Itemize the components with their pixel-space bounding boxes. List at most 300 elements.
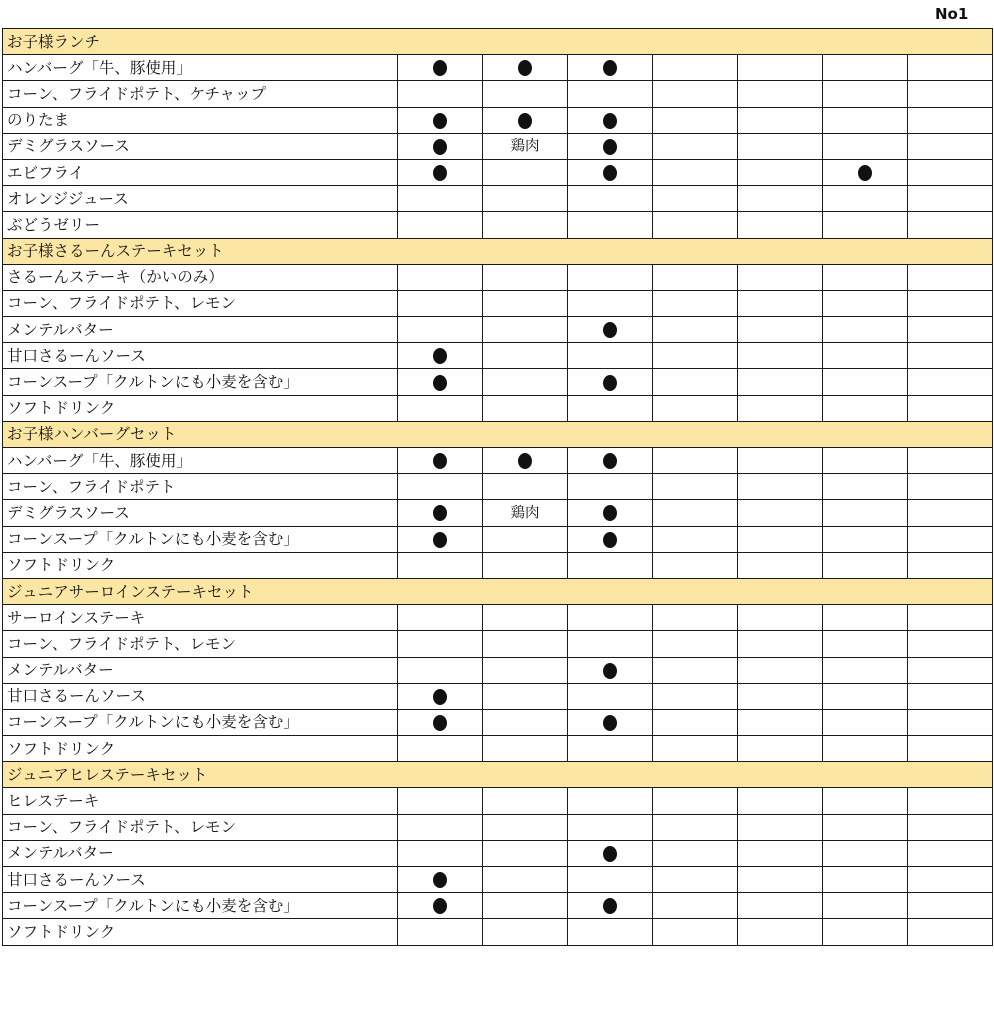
allergen-cell [653, 500, 738, 526]
table-row [3, 919, 993, 945]
menu-item-name: ぶどうゼリー [3, 212, 398, 238]
allergen-cell [738, 133, 823, 159]
allergen-cell [568, 893, 653, 919]
allergen-cell [908, 212, 993, 238]
allergen-cell [398, 264, 483, 290]
allergen-cell [398, 395, 483, 421]
table-row [3, 395, 993, 421]
allergen-cell [823, 212, 908, 238]
allergen-cell [653, 631, 738, 657]
allergen-cell [398, 107, 483, 133]
allergen-cell [823, 893, 908, 919]
section-title: ジュニアヒレステーキセット [3, 762, 993, 788]
allergen-cell [908, 290, 993, 316]
table-row [3, 788, 993, 814]
allergen-cell [483, 81, 568, 107]
allergen-cell [483, 317, 568, 343]
filled-circle-mark [603, 322, 617, 338]
allergen-cell [398, 448, 483, 474]
allergen-cell [483, 526, 568, 552]
allergen-cell [908, 657, 993, 683]
allergen-cell [483, 736, 568, 762]
menu-item-name: コーンスープ「クルトンにも小麦を含む」 [3, 709, 398, 735]
menu-item-name: ハンバーグ「牛、豚使用」 [3, 448, 398, 474]
allergen-cell [908, 814, 993, 840]
allergen-cell [908, 631, 993, 657]
allergen-cell [568, 657, 653, 683]
allergen-cell [823, 448, 908, 474]
filled-circle-mark [518, 453, 532, 469]
allergen-cell [398, 159, 483, 185]
allergen-cell [568, 919, 653, 945]
allergen-cell [738, 605, 823, 631]
allergen-cell [908, 919, 993, 945]
allergen-cell [738, 317, 823, 343]
allergen-cell [653, 605, 738, 631]
allergen-cell [568, 500, 653, 526]
allergen-cell [483, 55, 568, 81]
section-header-row [3, 421, 993, 447]
allergen-cell [398, 81, 483, 107]
allergen-cell [653, 317, 738, 343]
filled-circle-mark [603, 375, 617, 391]
filled-circle-mark [603, 898, 617, 914]
allergen-cell [653, 369, 738, 395]
allergen-cell [398, 605, 483, 631]
allergen-cell [483, 395, 568, 421]
table-row [3, 369, 993, 395]
allergen-cell [568, 788, 653, 814]
allergen-cell [738, 788, 823, 814]
table-row [3, 657, 993, 683]
filled-circle-mark [603, 60, 617, 76]
menu-item-name: コーンスープ「クルトンにも小麦を含む」 [3, 893, 398, 919]
filled-circle-mark [433, 60, 447, 76]
allergen-cell [653, 343, 738, 369]
allergen-cell [908, 317, 993, 343]
allergen-cell [398, 893, 483, 919]
allergen-cell [823, 919, 908, 945]
allergen-cell [738, 840, 823, 866]
menu-item-name: デミグラスソース [3, 500, 398, 526]
menu-item-name: メンテルバター [3, 317, 398, 343]
allergen-cell [908, 159, 993, 185]
allergen-cell [483, 605, 568, 631]
allergen-cell [483, 107, 568, 133]
menu-item-name: ヒレステーキ [3, 788, 398, 814]
allergen-cell [823, 343, 908, 369]
allergen-cell [398, 840, 483, 866]
allergen-cell [653, 814, 738, 840]
menu-item-name: コーン、フライドポテト [3, 474, 398, 500]
filled-circle-mark [603, 715, 617, 731]
menu-item-name: コーンスープ「クルトンにも小麦を含む」 [3, 526, 398, 552]
section-title: お子様ハンバーグセット [3, 421, 993, 447]
allergen-cell [738, 343, 823, 369]
allergen-cell [483, 186, 568, 212]
allergen-cell [738, 264, 823, 290]
allergen-cell [483, 133, 568, 159]
table-row [3, 500, 993, 526]
allergen-cell [908, 369, 993, 395]
allergen-cell [653, 657, 738, 683]
allergen-cell [398, 683, 483, 709]
allergen-cell [908, 448, 993, 474]
allergen-cell [483, 788, 568, 814]
table-row [3, 605, 993, 631]
allergen-cell [398, 788, 483, 814]
allergen-cell [483, 709, 568, 735]
allergen-cell [568, 186, 653, 212]
allergen-cell [908, 343, 993, 369]
menu-item-name: さるーんステーキ（かいのみ） [3, 264, 398, 290]
allergen-cell [653, 186, 738, 212]
allergen-cell [653, 107, 738, 133]
allergen-cell [653, 81, 738, 107]
allergen-cell [653, 552, 738, 578]
allergen-cell [568, 159, 653, 185]
allergen-cell [568, 552, 653, 578]
allergen-cell [823, 709, 908, 735]
allergen-cell [823, 552, 908, 578]
section-title: お子様さるーんステーキセット [3, 238, 993, 264]
filled-circle-mark [603, 139, 617, 155]
allergen-cell [823, 840, 908, 866]
allergen-cell [738, 448, 823, 474]
menu-item-name: ソフトドリンク [3, 395, 398, 421]
allergen-cell [568, 814, 653, 840]
allergen-cell [398, 552, 483, 578]
section-header-row [3, 578, 993, 604]
allergen-cell [398, 133, 483, 159]
table-row [3, 526, 993, 552]
allergen-cell [823, 317, 908, 343]
allergen-cell [738, 867, 823, 893]
allergen-cell [398, 317, 483, 343]
allergen-cell [738, 500, 823, 526]
allergen-cell [823, 159, 908, 185]
allergen-cell [483, 657, 568, 683]
allergen-cell [823, 500, 908, 526]
allergen-cell [738, 919, 823, 945]
menu-item-name: 甘口さるーんソース [3, 683, 398, 709]
allergen-cell [398, 814, 483, 840]
allergen-cell [653, 395, 738, 421]
allergen-cell [653, 264, 738, 290]
allergen-cell [398, 657, 483, 683]
allergen-table [2, 28, 993, 946]
table-row [3, 448, 993, 474]
allergen-cell [483, 552, 568, 578]
table-row [3, 264, 993, 290]
section-header-row [3, 238, 993, 264]
allergen-cell [483, 840, 568, 866]
allergen-cell [823, 133, 908, 159]
allergen-cell [653, 133, 738, 159]
allergen-cell [823, 736, 908, 762]
allergen-cell [568, 343, 653, 369]
allergen-cell [568, 474, 653, 500]
allergen-cell [738, 159, 823, 185]
menu-item-name: コーン、フライドポテト、レモン [3, 290, 398, 316]
menu-item-name: ハンバーグ「牛、豚使用」 [3, 55, 398, 81]
allergen-cell [738, 369, 823, 395]
allergen-cell [823, 395, 908, 421]
allergen-cell [908, 500, 993, 526]
menu-item-name: オレンジジュース [3, 186, 398, 212]
allergen-cell [398, 526, 483, 552]
menu-item-name: のりたま [3, 107, 398, 133]
allergen-cell [738, 814, 823, 840]
allergen-cell [908, 683, 993, 709]
allergen-cell [483, 500, 568, 526]
table-row [3, 736, 993, 762]
filled-circle-mark [603, 846, 617, 862]
allergen-cell [823, 605, 908, 631]
allergen-cell [823, 107, 908, 133]
allergen-cell [908, 55, 993, 81]
allergen-cell [483, 919, 568, 945]
table-row [3, 709, 993, 735]
allergen-cell [398, 867, 483, 893]
table-row [3, 867, 993, 893]
allergen-cell [823, 186, 908, 212]
allergen-cell [738, 81, 823, 107]
menu-item-name: ソフトドリンク [3, 919, 398, 945]
allergen-cell [738, 709, 823, 735]
menu-item-name: コーン、フライドポテト、ケチャップ [3, 81, 398, 107]
table-row [3, 631, 993, 657]
filled-circle-mark [433, 898, 447, 914]
allergen-cell [908, 526, 993, 552]
menu-item-name: メンテルバター [3, 657, 398, 683]
allergen-cell [483, 369, 568, 395]
filled-circle-mark [518, 60, 532, 76]
table-row [3, 55, 993, 81]
allergen-cell [568, 290, 653, 316]
allergen-cell [738, 526, 823, 552]
section-title: お子様ランチ [3, 29, 993, 55]
menu-item-name: エビフライ [3, 159, 398, 185]
table-row [3, 814, 993, 840]
allergen-cell [483, 343, 568, 369]
allergen-cell [738, 395, 823, 421]
allergen-cell [738, 631, 823, 657]
allergen-cell [823, 474, 908, 500]
menu-item-name: ソフトドリンク [3, 736, 398, 762]
allergen-cell [738, 657, 823, 683]
allergen-cell [908, 605, 993, 631]
filled-circle-mark [603, 113, 617, 129]
allergen-cell [483, 159, 568, 185]
allergen-cell [398, 212, 483, 238]
allergen-cell [653, 736, 738, 762]
table-row [3, 81, 993, 107]
allergen-cell [398, 631, 483, 657]
table-row [3, 159, 993, 185]
allergen-cell [568, 264, 653, 290]
allergen-cell [568, 605, 653, 631]
allergen-cell [568, 526, 653, 552]
allergen-cell [653, 919, 738, 945]
allergen-cell [908, 81, 993, 107]
menu-item-name: サーロインステーキ [3, 605, 398, 631]
allergen-cell [483, 474, 568, 500]
allergen-cell [738, 552, 823, 578]
table-row [3, 343, 993, 369]
allergen-note: 鶏肉 [510, 138, 540, 155]
allergen-cell [568, 709, 653, 735]
allergen-cell [738, 55, 823, 81]
table-row [3, 552, 993, 578]
allergen-cell [653, 159, 738, 185]
allergen-cell [483, 264, 568, 290]
table-row [3, 317, 993, 343]
allergen-cell [908, 893, 993, 919]
allergen-cell [653, 474, 738, 500]
allergen-cell [398, 474, 483, 500]
filled-circle-mark [603, 165, 617, 181]
allergen-cell [908, 133, 993, 159]
allergen-cell [823, 631, 908, 657]
allergen-cell [823, 657, 908, 683]
allergen-cell [568, 631, 653, 657]
allergen-cell [908, 264, 993, 290]
allergen-cell [653, 788, 738, 814]
allergen-cell [738, 212, 823, 238]
allergen-cell [653, 709, 738, 735]
allergen-cell [653, 683, 738, 709]
menu-item-name: コーン、フライドポテト、レモン [3, 814, 398, 840]
allergen-cell [653, 867, 738, 893]
allergen-cell [398, 186, 483, 212]
filled-circle-mark [433, 715, 447, 731]
allergen-cell [398, 736, 483, 762]
menu-item-name: 甘口さるーんソース [3, 867, 398, 893]
allergen-cell [823, 369, 908, 395]
allergen-cell [823, 683, 908, 709]
filled-circle-mark [603, 453, 617, 469]
filled-circle-mark [518, 113, 532, 129]
allergen-cell [823, 867, 908, 893]
filled-circle-mark [433, 165, 447, 181]
allergen-cell [568, 212, 653, 238]
allergen-cell [398, 343, 483, 369]
table-row [3, 133, 993, 159]
allergen-cell [908, 552, 993, 578]
allergen-cell [398, 919, 483, 945]
allergen-cell [568, 133, 653, 159]
allergen-cell [568, 369, 653, 395]
filled-circle-mark [433, 113, 447, 129]
filled-circle-mark [433, 532, 447, 548]
allergen-cell [908, 107, 993, 133]
allergen-cell [908, 709, 993, 735]
allergen-cell [653, 290, 738, 316]
table-row [3, 107, 993, 133]
allergen-cell [738, 186, 823, 212]
allergen-cell [398, 500, 483, 526]
section-header-row [3, 29, 993, 55]
filled-circle-mark [433, 872, 447, 888]
allergen-cell [568, 867, 653, 893]
allergen-cell [908, 395, 993, 421]
allergen-cell [398, 290, 483, 316]
allergen-cell [653, 526, 738, 552]
page-number: No1 [935, 5, 969, 23]
table-row [3, 683, 993, 709]
allergen-cell [908, 788, 993, 814]
allergen-cell [653, 212, 738, 238]
menu-item-name: 甘口さるーんソース [3, 343, 398, 369]
table-row [3, 212, 993, 238]
allergen-cell [653, 448, 738, 474]
allergen-cell [823, 290, 908, 316]
allergen-cell [908, 186, 993, 212]
allergen-cell [908, 474, 993, 500]
allergen-cell [483, 683, 568, 709]
allergen-cell [738, 893, 823, 919]
allergen-cell [823, 788, 908, 814]
allergen-cell [568, 395, 653, 421]
filled-circle-mark [433, 348, 447, 364]
allergen-cell [738, 290, 823, 316]
filled-circle-mark [433, 139, 447, 155]
menu-item-name: デミグラスソース [3, 133, 398, 159]
filled-circle-mark [603, 663, 617, 679]
filled-circle-mark [433, 453, 447, 469]
table-row [3, 474, 993, 500]
menu-item-name: ソフトドリンク [3, 552, 398, 578]
allergen-cell [568, 683, 653, 709]
allergen-cell [653, 893, 738, 919]
allergen-cell [908, 867, 993, 893]
allergen-cell [483, 814, 568, 840]
allergen-cell [653, 55, 738, 81]
menu-item-name: コーン、フライドポテト、レモン [3, 631, 398, 657]
allergen-cell [398, 55, 483, 81]
allergen-cell [483, 893, 568, 919]
menu-item-name: コーンスープ「クルトンにも小麦を含む」 [3, 369, 398, 395]
allergen-cell [738, 474, 823, 500]
allergen-cell [823, 264, 908, 290]
allergen-cell [398, 709, 483, 735]
allergen-cell [568, 448, 653, 474]
allergen-cell [823, 55, 908, 81]
allergen-cell [568, 81, 653, 107]
allergen-cell [483, 867, 568, 893]
filled-circle-mark [603, 505, 617, 521]
allergen-cell [823, 81, 908, 107]
allergen-cell [823, 526, 908, 552]
allergen-cell [568, 736, 653, 762]
allergen-cell [738, 107, 823, 133]
allergen-cell [568, 107, 653, 133]
table-row [3, 893, 993, 919]
allergen-cell [398, 369, 483, 395]
allergen-cell [483, 212, 568, 238]
filled-circle-mark [433, 505, 447, 521]
allergen-cell [483, 448, 568, 474]
allergen-cell [568, 55, 653, 81]
allergen-cell [738, 683, 823, 709]
menu-item-name: メンテルバター [3, 840, 398, 866]
table-body [3, 29, 993, 946]
section-header-row [3, 762, 993, 788]
allergen-cell [483, 290, 568, 316]
table-row [3, 186, 993, 212]
filled-circle-mark [603, 532, 617, 548]
